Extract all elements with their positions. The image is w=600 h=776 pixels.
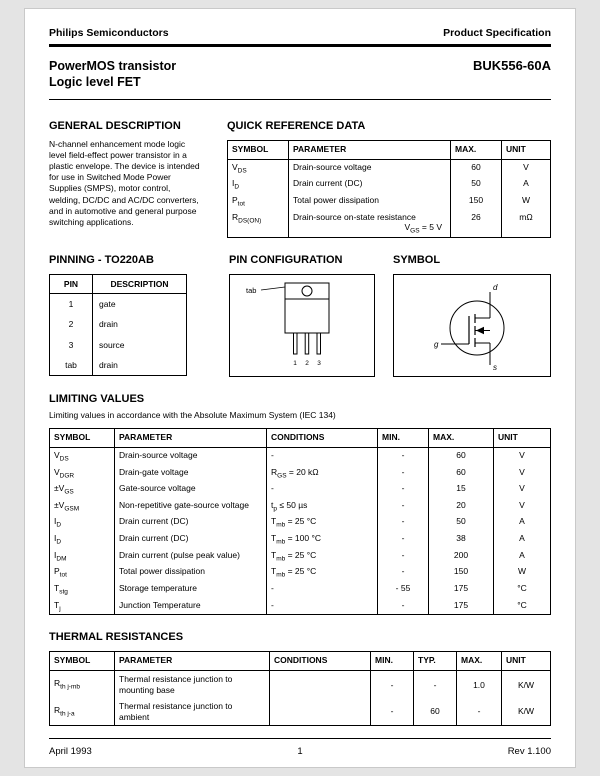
pinning-table [49,274,187,377]
table-cell: 38 [429,531,494,548]
table-cell: - [378,498,429,515]
header-rule [49,44,551,47]
table-cell: Drain-gate voltage [115,465,267,482]
table-row [50,355,187,376]
table-cell: 50 [429,514,494,531]
table-cell: $P_{tot}$ [232,195,245,208]
document-header [49,27,551,39]
general-description-section [49,120,201,238]
table-cell: Total power dissipation [115,564,267,581]
table-cell: $R_{GS} = 20$ kΩ [267,465,378,482]
table-row [50,314,187,334]
table-cell [270,698,371,725]
tab-label: tab [246,285,257,295]
symbol-heading: SYMBOL [393,253,441,266]
limiting-values-section [49,393,551,615]
column-header: MIN. [371,652,414,671]
table-cell [270,671,371,698]
table-cell: Thermal resistance junction to mounting base [115,671,270,698]
quick-reference-table [227,140,551,238]
table-cell: A [494,514,551,531]
top-section [49,120,551,238]
table-cell: 1 [68,299,74,310]
table-header-row [228,140,551,159]
table-row [50,465,551,482]
table-row [50,335,187,355]
table-cell: $V_{DGR}$ [54,466,75,480]
table-row [50,548,551,565]
table-header-row [50,652,551,671]
table-cell: Total power dissipation [289,193,451,210]
table-cell: $T_{stg}$ [54,582,68,596]
table-cell: W [502,193,551,210]
table-cell: °C [494,581,551,598]
table-cell: - 55 [378,581,429,598]
table-cell: $\pm V_{GS}$ [54,483,74,496]
table-row [50,294,187,315]
table-header-row [50,428,551,447]
table-cell: $T_{mb} = 25$ °C [267,514,378,531]
column-header: MAX. [457,652,502,671]
column-header: PARAMETER [115,428,267,447]
table-cell: $R_{th j-mb}$ [54,678,81,691]
symbol-figure [393,274,551,377]
table-row [50,564,551,581]
table-row [50,514,551,531]
table-cell: Drain current (DC) [115,531,267,548]
table-cell: - [378,514,429,531]
table-cell: - [378,448,429,465]
pin-configuration-section [229,254,375,377]
pin-2-label: 2 [305,359,309,367]
table-cell: Non-repetitive gate-source voltage [115,498,267,515]
table-cell: $V_{DS}$ [232,161,247,175]
page-content [25,9,575,767]
table-cell: - [378,531,429,548]
pinning-section [49,254,189,377]
mounting-hole [302,286,312,296]
table-cell: $\pm V_{GSM}$ [54,499,80,513]
column-header: CONDITIONS [267,428,378,447]
source-label: s [493,362,497,372]
table-cell: mΩ [502,210,551,237]
product-title [49,58,176,91]
general-description-text: N-channel enhancement mode logic level field-effect power transistor in a plastic envelope. The device is intended for use in Switched Mode Power Supplies (SMPS), motor control, welding, DC/DC and AC/DC converters, and in automotive and general purpose switching applications. [49,138,200,228]
column-header: UNIT [502,652,551,671]
column-header: UNIT [502,140,551,159]
table-row [50,498,551,515]
product-title-line2: Logic level FET [49,75,141,90]
table-cell: $I_{DM}$ [54,549,67,563]
column-header: PARAMETER [289,140,451,159]
quick-reference-section [227,120,551,238]
table-cell: $I_D$ [54,533,62,546]
table-row [50,448,551,465]
table-cell: 175 [429,581,494,598]
table-cell: W [494,564,551,581]
table-cell: - [378,564,429,581]
table-cell: $T_{mb} = 25$ °C [267,564,378,581]
middle-section [49,254,551,377]
table-cell: V [494,448,551,465]
column-header: MAX. [451,140,502,159]
header-company: Philips Semiconductors [49,27,169,39]
symbol-section [393,254,551,377]
table-cell: 20 [429,498,494,515]
table-cell: $T_j$ [54,599,61,613]
table-cell: 50 [451,176,502,193]
column-header: UNIT [494,428,551,447]
table-cell: tab [65,360,77,371]
document-footer [49,738,551,757]
table-cell: - [457,698,502,725]
table-cell: drain [93,355,187,376]
limiting-values-subtitle: Limiting values in accordance with the Absolute Maximum System (IEC 134) [49,409,336,420]
table-cell: - [378,481,429,498]
table-row [228,210,551,237]
table-cell: A [494,548,551,565]
table-cell: - [371,698,414,725]
column-header: SYMBOL [54,431,91,442]
table-row [228,159,551,176]
table-cell: $I_D$ [232,178,240,192]
table-row [228,193,551,210]
table-cell: Drain-source voltage [115,448,267,465]
table-cell: - [267,481,378,498]
pin-3-label: 3 [317,359,321,367]
table-cell: - [371,671,414,698]
table-cell: °C [494,598,551,615]
table-cell: $I_D$ [54,516,62,530]
table-row [50,598,551,615]
pin-1-label: 1 [293,359,297,367]
column-header: PIN [63,278,79,289]
mosfet-symbol-drawing [397,279,547,372]
table-cell: Drain current (DC) [115,514,267,531]
table-cell: $R_{DS(ON)}$ [232,211,262,225]
table-cell: Gate-source voltage [115,481,267,498]
table-cell: 60 [451,159,502,176]
table-cell: K/W [502,671,551,698]
column-header: DESCRIPTION [93,274,187,293]
table-cell: source [93,335,187,355]
footer-rule [49,738,551,739]
table-cell: Storage temperature [115,581,267,598]
table-cell: 1.0 [457,671,502,698]
limiting-values-heading: LIMITING VALUES [49,392,145,405]
header-doc-type: Product Specification [443,27,551,39]
table-cell: $V_{DS}$ [54,450,69,463]
table-cell: Drain current (pulse peak value) [115,548,267,565]
column-header: PARAMETER [115,652,270,671]
thermal-resistances-heading: THERMAL RESISTANCES [49,631,184,644]
column-header: SYMBOL [232,143,269,154]
pin-configuration-heading: PIN CONFIGURATION [229,253,343,266]
product-title-line1: PowerMOS transistor [49,59,177,73]
pinning-heading: PINNING - TO220AB [49,253,154,266]
table-cell: 15 [429,481,494,498]
table-cell: 60 [414,698,457,725]
footer-revision: Rev 1.100 [507,746,551,757]
title-block [49,58,551,91]
table-row [50,698,551,725]
table-cell: A [502,176,551,193]
table-cell: 3 [68,339,74,350]
table-cell: - [378,598,429,615]
table-cell: 150 [429,564,494,581]
table-cell: gate [93,294,187,315]
table-cell: Drain current (DC) [289,176,451,193]
table-cell: Junction Temperature [115,598,267,615]
column-header: MAX. [429,428,494,447]
table-cell: 26 [451,210,502,237]
table-cell: V [494,498,551,515]
drain-label: d [493,282,498,292]
table-cell: $t_p \le 50$ µs [267,498,378,515]
pin-configuration-figure [229,274,375,377]
table-cell: - [267,448,378,465]
table-cell: 200 [429,548,494,565]
thermal-resistances-table [49,651,551,726]
table-cell: $R_{th j-a}$ [54,704,75,718]
table-cell: - [267,598,378,615]
table-header-row [50,274,187,293]
table-cell: drain [93,314,187,334]
table-cell: Drain-source voltage [289,159,451,176]
table-row [50,481,551,498]
table-cell: 175 [429,598,494,615]
table-row [50,671,551,698]
column-header: TYP. [414,652,457,671]
table-cell: V [502,159,551,176]
table-cell: $T_{mb} = 100$ °C [267,531,378,548]
column-header: MIN. [378,428,429,447]
table-cell: 150 [451,193,502,210]
to220-package-drawing [236,279,368,372]
thermal-resistances-section [49,631,551,726]
footer-page-number: 1 [297,746,303,757]
gate-label: g [434,339,439,349]
table-cell: V [494,481,551,498]
table-cell: - [414,671,457,698]
limiting-values-table [49,428,551,615]
datasheet-page [24,8,576,768]
table-cell: A [494,531,551,548]
table-cell: 60 [429,465,494,482]
table-cell: $P_{tot}$ [54,566,67,579]
table-row [50,531,551,548]
table-cell: $T_{mb} = 25$ °C [267,548,378,565]
table-cell: Thermal resistance junction to ambient [115,698,270,725]
title-rule [49,99,551,100]
general-description-heading: GENERAL DESCRIPTION [49,119,181,132]
table-cell: - [267,581,378,598]
table-cell: K/W [502,698,551,725]
footer-date: April 1993 [49,746,92,757]
table-row [50,581,551,598]
table-cell: V [494,465,551,482]
part-number: BUK556-60A [472,58,551,73]
quick-reference-heading: QUICK REFERENCE DATA [227,119,366,132]
table-row [228,176,551,193]
table-cell: 60 [429,448,494,465]
table-cell: Drain-source on-state resistance $V_{GS} = 5$ V [289,210,451,237]
column-header: CONDITIONS [270,652,371,671]
table-cell: 2 [68,319,74,330]
table-cell: - [378,548,429,565]
column-header: SYMBOL [54,655,91,666]
table-cell: - [378,465,429,482]
